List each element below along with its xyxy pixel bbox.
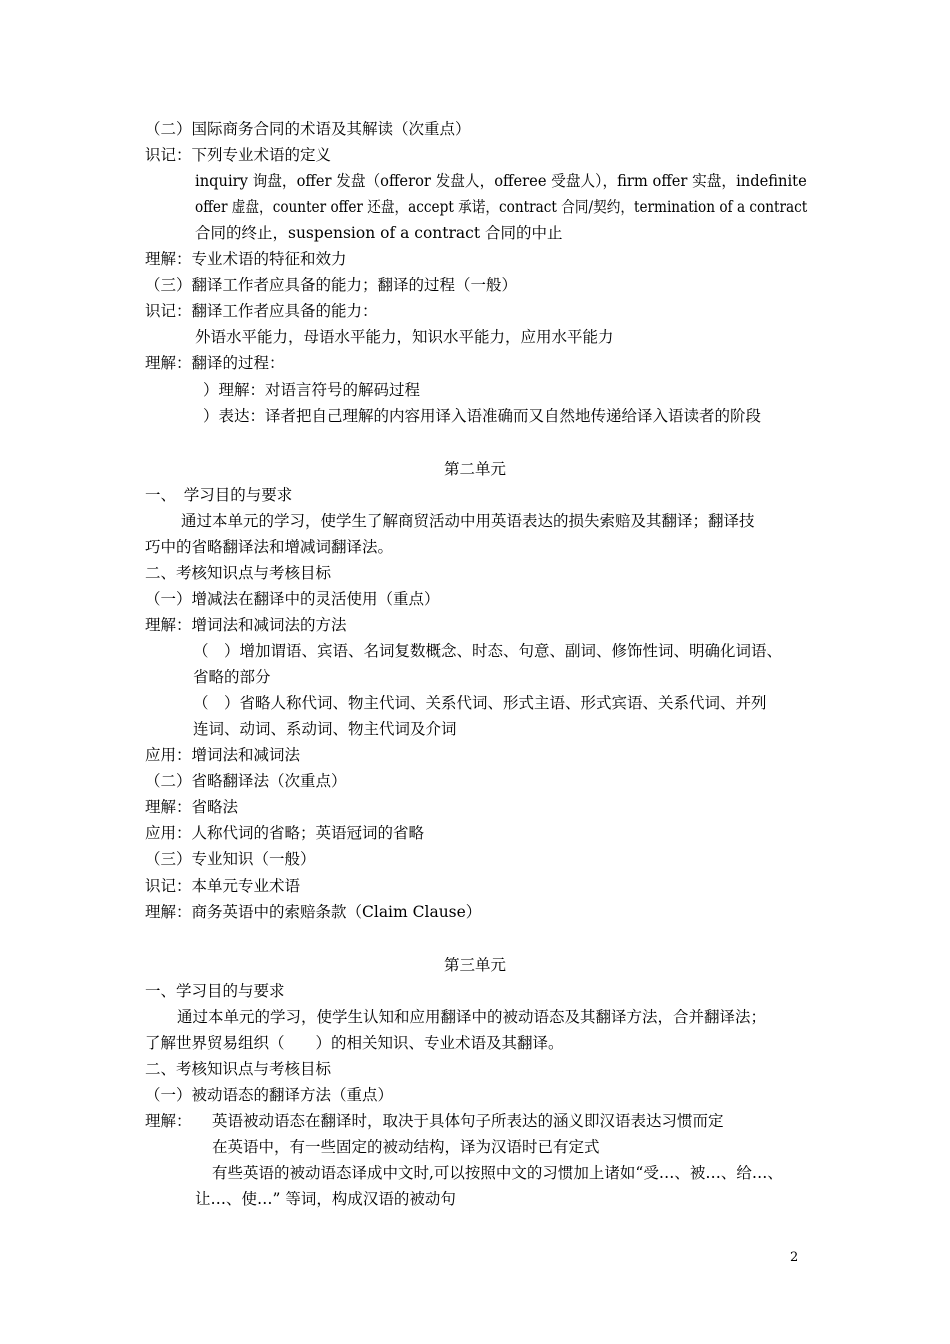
text-line: 省略的部分 bbox=[193, 668, 271, 686]
page-number: 2 bbox=[790, 1250, 799, 1265]
text-line: ）表达：译者把自己理解的内容用译入语准确而又自然地传递给译入语读者的阶段 bbox=[203, 407, 762, 425]
section-heading: 第三单元 bbox=[443, 956, 506, 974]
text-line: 一、 学习目的与要求 bbox=[145, 486, 293, 504]
text-line: （二）国际商务合同的术语及其解读（次重点） bbox=[145, 120, 471, 138]
text-line: 了解世界贸易组织（ ）的相关知识、专业术语及其翻译。 bbox=[145, 1034, 564, 1052]
text-line: （一）增减法在翻译中的灵活使用（重点） bbox=[145, 590, 440, 608]
text-line: 二、考核知识点与考核目标 bbox=[145, 564, 332, 582]
text-line: 理解：省略法 bbox=[145, 798, 239, 816]
text-line: 在英语中，有一些固定的被动结构，译为汉语时已有定式 bbox=[212, 1138, 600, 1156]
text-line: 理解：商务英语中的索赔条款（Claim Clause） bbox=[145, 903, 482, 921]
text-line: （ ）增加谓语、宾语、名词复数概念、时态、句意、副词、修饰性词、明确化词语、 bbox=[193, 642, 783, 660]
text-line: 英语被动语态在翻译时，取决于具体句子所表达的涵义即汉语表达习惯而定 bbox=[212, 1112, 724, 1130]
text-line: 理解：增词法和减词法的方法 bbox=[145, 616, 347, 634]
text-line: （三）专业知识（一般） bbox=[145, 850, 316, 868]
text-line: 识记：下列专业术语的定义 bbox=[145, 146, 332, 164]
text-line: （三）翻译工作者应具备的能力；翻译的过程（一般） bbox=[145, 276, 518, 294]
text-line: inquiry 询盘，offer 发盘（offeror 发盘人，offeree 受盘人），firm offer 实盘，indefinite bbox=[195, 172, 807, 190]
text-line: 让…、使…” 等词，构成汉语的被动句 bbox=[195, 1190, 456, 1208]
text-line: 二、考核知识点与考核目标 bbox=[145, 1060, 332, 1078]
text-line: 理解：专业术语的特征和效力 bbox=[145, 250, 347, 268]
text-line: 一、学习目的与要求 bbox=[145, 982, 285, 1000]
text-line: 识记：翻译工作者应具备的能力： bbox=[145, 302, 378, 320]
text-line: 外语水平能力，母语水平能力，知识水平能力，应用水平能力 bbox=[195, 328, 614, 346]
text-line: 通过本单元的学习，使学生了解商贸活动中用英语表达的损失索赔及其翻译；翻译技 bbox=[181, 512, 755, 530]
text-line: 识记：本单元专业术语 bbox=[145, 877, 301, 895]
text-line: 应用：增词法和减词法 bbox=[145, 746, 301, 764]
text-line: 有些英语的被动语态译成中文时,可以按照中文的习惯加上诸如“受…、被…、给…、 bbox=[212, 1164, 783, 1182]
text-line: 巧中的省略翻译法和增减词翻译法。 bbox=[145, 538, 394, 556]
text-line: 应用：人称代词的省略；英语冠词的省略 bbox=[145, 824, 425, 842]
section-heading: 第二单元 bbox=[443, 460, 506, 478]
text-line: 合同的终止，suspension of a contract 合同的中止 bbox=[195, 224, 563, 242]
text-line: 连词、动词、系动词、物主代词及介词 bbox=[193, 720, 457, 738]
text-line: offer 虚盘，counter offer 还盘，accept 承诺，contract 合同/契约，termination of a contract bbox=[195, 198, 808, 216]
text-line: 理解： bbox=[145, 1112, 192, 1130]
text-line: 理解：翻译的过程： bbox=[145, 354, 285, 372]
text-line: （ ）省略人称代词、物主代词、关系代词、形式主语、形式宾语、关系代词、并列 bbox=[193, 694, 767, 712]
text-line: （一）被动语态的翻译方法（重点） bbox=[145, 1086, 394, 1104]
text-line: （二）省略翻译法（次重点） bbox=[145, 772, 347, 790]
text-line: 通过本单元的学习，使学生认知和应用翻译中的被动语态及其翻译方法，合并翻译法； bbox=[177, 1008, 767, 1026]
text-line: ）理解：对语言符号的解码过程 bbox=[203, 381, 421, 399]
